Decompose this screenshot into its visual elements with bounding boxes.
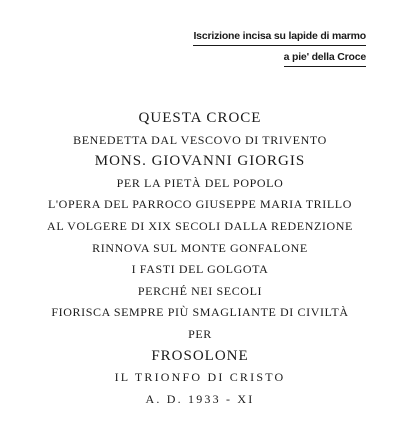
- inscription-line-golgota: I FASTI DEL GOLGOTA: [131, 262, 269, 277]
- inscription-line-benedetta: BENEDETTA DAL VESCOVO DI TRIVENTO: [73, 132, 327, 147]
- caption-line-2: a pie' della Croce: [284, 49, 366, 67]
- inscription-caption: [193, 28, 366, 67]
- inscription-line-redenzione: AL VOLGERE DI XIX SECOLI DALLA REDENZIONE: [47, 218, 353, 233]
- inscription-line-parroco: L'OPERA DEL PARROCO GIUSEPPE MARIA TRILLO: [47, 197, 353, 212]
- inscription-line-mons-giorgis: MONS. GIOVANNI GIORGIS: [94, 153, 306, 170]
- inscription-line-per: PER: [188, 326, 212, 341]
- inscription-line-pieta: PER LA PIETÀ DEL POPOLO: [116, 175, 284, 190]
- inscription-line-secoli: PERCHÉ NEI SECOLI: [137, 283, 263, 298]
- inscription-text: [0, 108, 400, 410]
- inscription-line-questa-croce: QUESTA CROCE: [138, 110, 262, 126]
- inscription-line-frosolone: FROSOLONE: [151, 347, 249, 364]
- inscription-line-civilta: FIORISCA SEMPRE PIÙ SMAGLIANTE DI CIVILTÀ: [51, 305, 349, 320]
- inscription-line-date: A. D. 1933 - XI: [145, 391, 255, 406]
- inscription-line-trionfo: IL TRIONFO DI CRISTO: [114, 370, 286, 385]
- caption-line-1: Iscrizione incisa su lapide di marmo: [193, 28, 366, 46]
- inscription-line-gonfalone: RINNOVA SUL MONTE GONFALONE: [92, 240, 308, 255]
